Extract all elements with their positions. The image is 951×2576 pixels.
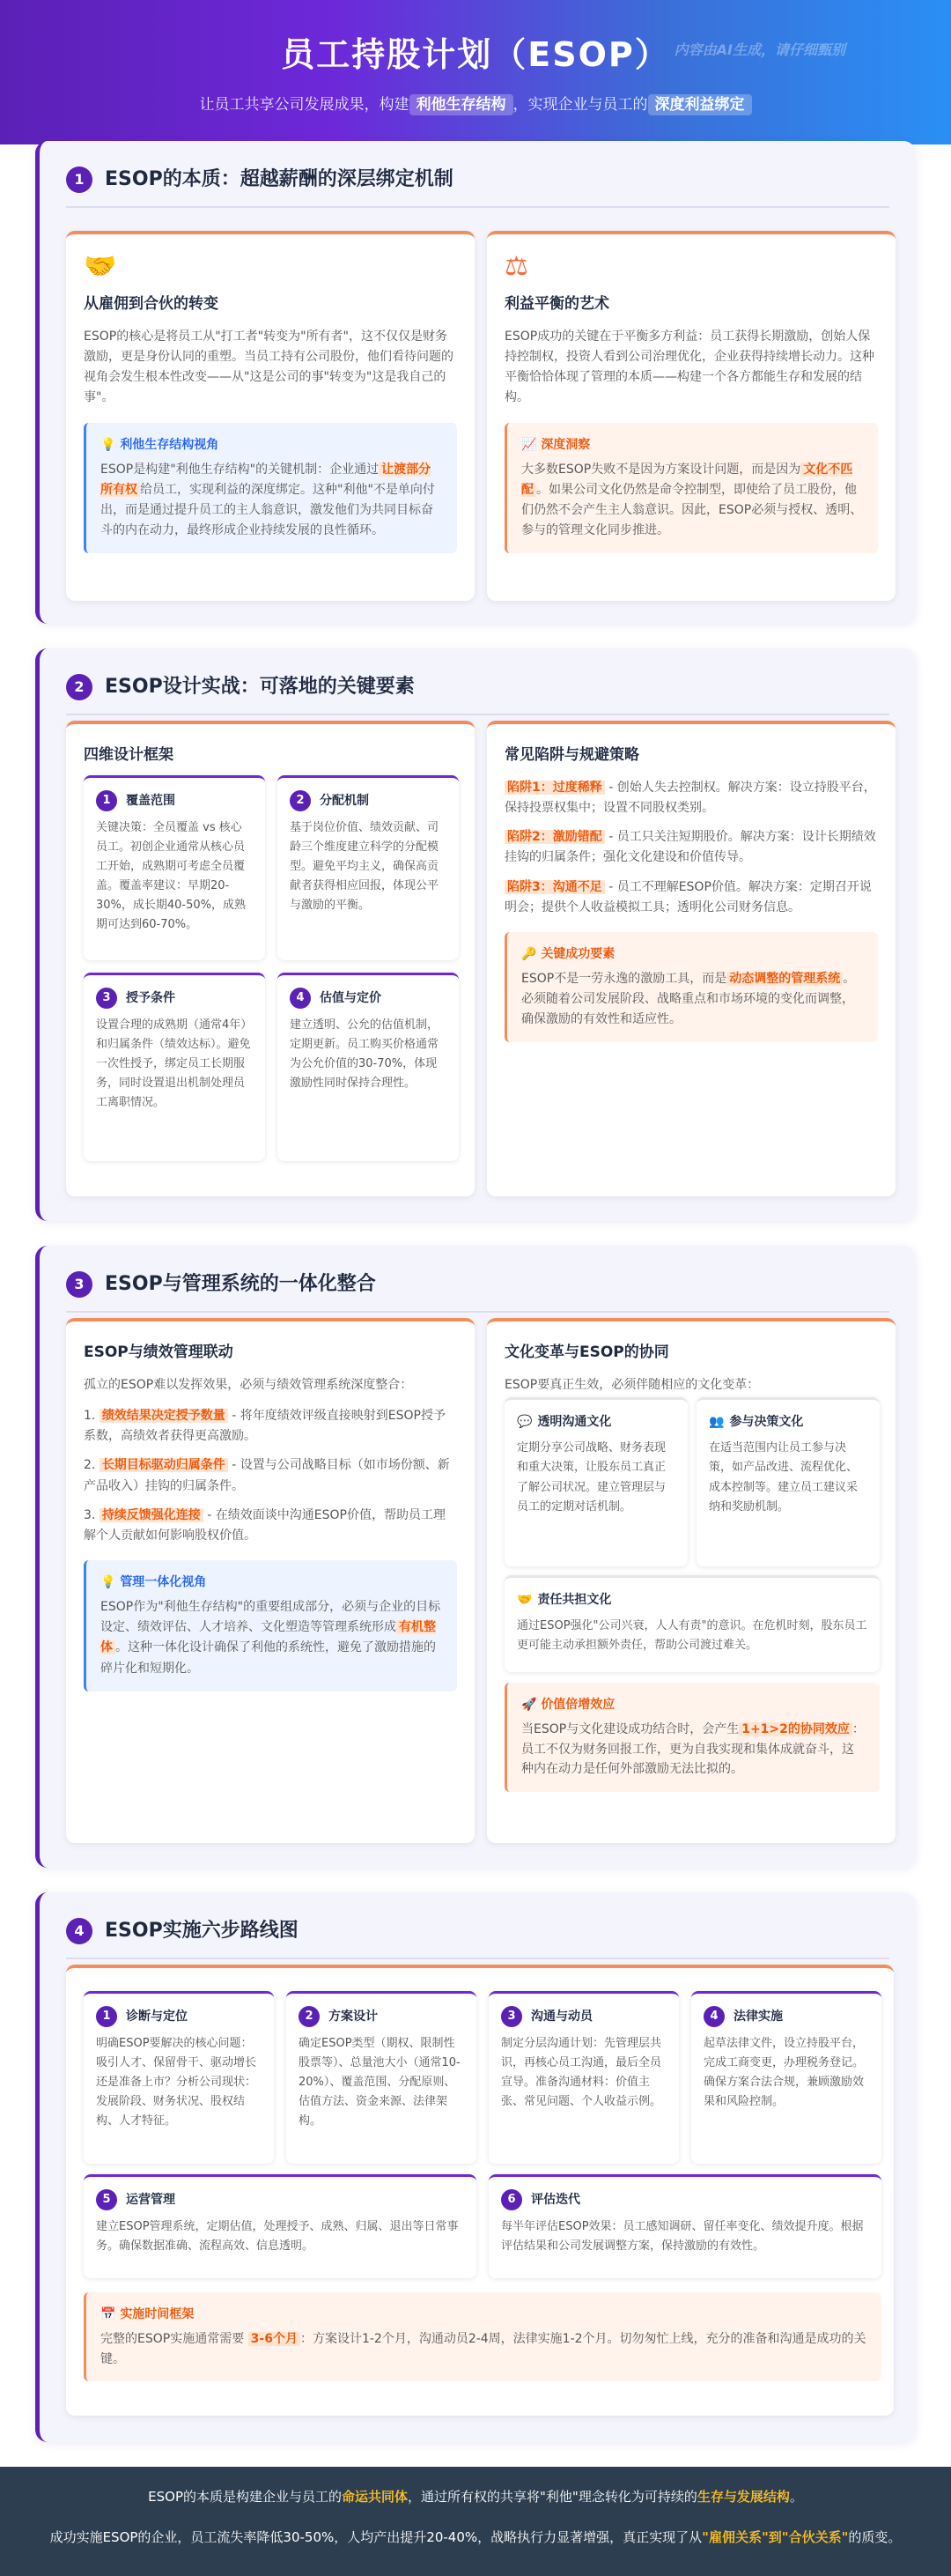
dim-text: 基于岗位价值、绩效贡献、司龄三个维度建立科学的分配模型。避免平均主义，确保高贡献者获得相应回报，体现公平与激励的平衡。 xyxy=(290,821,439,913)
step-card xyxy=(691,1991,881,2164)
page-subtitle xyxy=(0,93,951,117)
insight-note xyxy=(505,423,878,554)
step-card xyxy=(84,2174,476,2278)
card-title: ESOP与绩效管理联动 xyxy=(84,1344,233,1361)
section-title: ESOP与管理系统的一体化整合 xyxy=(105,1273,376,1295)
card-title: 利益平衡的艺术 xyxy=(505,295,609,313)
card-intro: ESOP要真正生效，必须伴随相应的文化变革： xyxy=(505,1378,760,1393)
section-number: 3 xyxy=(66,1271,92,1298)
note-text: 大多数ESOP失败不是因为方案设计问题，而是因为 文化不匹配 。如果公司文化仍然是命令控制型，即使给了员工股份，他们仍然不会产生主人翁意识。因此，ESOP必须与授权、透明、参与的管理文化同步推进。 xyxy=(521,462,863,538)
step-text: 制定分层沟通计划：先管理层共识，再核心员工沟通，最后全员宣导。准备沟通材料：价值主张、常见问题、个人收益示例。 xyxy=(501,2037,662,2109)
culture-card xyxy=(505,1397,688,1566)
balance-scale-icon: ⚖ xyxy=(505,251,528,282)
divider xyxy=(66,1311,889,1313)
culture-text: 定期分享公司战略、财务表现和重大决策，让股东员工真正了解公司状况。建立管理层与员工的定期对话机制。 xyxy=(517,1441,667,1514)
trap-item: 陷阱1：过度稀释 - 创始人失去控制权。解决方案：设立持股平台，保持投票权集中；设置不同股权类别。 xyxy=(505,781,876,816)
step-number: 2 xyxy=(299,2006,320,2027)
insight-note xyxy=(84,423,457,554)
dim-title: 估值与定价 xyxy=(320,990,381,1005)
section-title: ESOP实施六步路线图 xyxy=(105,1920,299,1942)
step-card xyxy=(489,1991,679,2164)
culture-title: 透明沟通文化 xyxy=(537,1415,612,1429)
step-text: 每半年评估ESOP效果：员工感知调研、留任率变化、绩效提升度。根据评估结果和公司发展调整方案，保持激励的有效性。 xyxy=(501,2220,864,2254)
footer-line-2: 成功实施ESOP的企业，员工流失率降低30-50%，人均产出提升20-40%，战略执行力显著增强，真正实现了从"雇佣关系"到"合伙关系"的质变。 xyxy=(49,2528,902,2545)
note-text: 完整的ESOP实施通常需要 3-6个月 ：方案设计1-2个月，沟通动员2-4周，法律实施1-2个月。切勿匆忙上线，充分的准备和沟通是成功的关键。 xyxy=(100,2332,866,2366)
footer-line-1: ESOP的本质是构建企业与员工的命运共同体，通过所有权的共享将"利他"理念转化为可持续的生存与发展结构。 xyxy=(148,2489,803,2505)
divider xyxy=(66,714,889,715)
dim-text: 关键决策：全员覆盖 vs 核心员工。初创企业通常从核心员工开始，成熟期可考虑全员覆盖。覆盖率建议：早期20-30%，成长期40-50%，成熟期可达到60-70%。 xyxy=(96,821,247,932)
footer-highlight: 命运共同体 xyxy=(342,2489,409,2505)
chart-icon: 📈 xyxy=(521,437,537,452)
list-item: 1. 绩效结果决定授予数量 - 将年度绩效评级直接映射到ESOP授予系数，高绩效者获得更高激励。 xyxy=(84,1409,446,1444)
footer-highlight: 生存与发展结构 xyxy=(697,2489,790,2505)
success-note xyxy=(505,932,878,1043)
note-title xyxy=(521,435,864,455)
handshake-icon: 🤝 xyxy=(517,1593,533,1607)
note-highlight: 动态调整的管理系统 xyxy=(726,972,843,986)
card-balance xyxy=(487,231,896,601)
dim-text: 建立透明、公允的估值机制，定期更新。员工购买价格通常为公允价值的30-70%，体现激励性同时保持合理性。 xyxy=(290,1018,439,1091)
note-highlight: 有机整体 xyxy=(100,1620,436,1655)
note-title xyxy=(521,1695,866,1714)
dimension-card xyxy=(277,775,459,960)
users-icon: 👥 xyxy=(709,1415,725,1429)
section-title: ESOP设计实战：可落地的关键要素 xyxy=(105,676,415,698)
step-number: 6 xyxy=(501,2189,522,2210)
note-title xyxy=(521,944,864,964)
trap-item: 陷阱3：沟通不足 - 员工不理解ESOP价值。解决方案：定期召开说明会；提供个人收益模拟工具；透明化公司财务信息。 xyxy=(505,879,872,914)
note-title xyxy=(100,435,443,455)
section-2 xyxy=(35,648,916,1221)
divider xyxy=(66,206,889,208)
dim-number: 2 xyxy=(290,790,311,811)
dim-title: 覆盖范围 xyxy=(126,793,175,808)
note-highlight: 文化不匹配 xyxy=(521,462,853,498)
step-text: 起草法律文件，设立持股平台，完成工商变更，办理税务登记。确保方案合法合规，兼顾激励效果和风险控制。 xyxy=(704,2037,865,2109)
timeline-note xyxy=(84,2292,881,2381)
culture-card xyxy=(505,1575,880,1672)
dim-title: 分配机制 xyxy=(320,793,369,808)
dimension-card xyxy=(84,775,265,960)
lightbulb-icon: 💡 xyxy=(100,1574,116,1589)
footer-highlight: "雇佣关系"到"合伙关系" xyxy=(702,2528,849,2545)
step-title: 沟通与动员 xyxy=(531,2009,593,2024)
step-card xyxy=(286,1991,476,2164)
note-highlight: 1+1>2的协同效应 xyxy=(739,1722,852,1736)
note-title-text: 深度洞察 xyxy=(541,437,591,452)
section-4 xyxy=(35,1892,916,2442)
note-title-text: 价值倍增效应 xyxy=(541,1698,616,1712)
card-text: ESOP的核心是将员工从"打工者"转变为"所有者"，这不仅仅是财务激励，更是身份认同的重塑。当员工持有公司股份，他们看待问题的视角会发生根本性改变——从"这是公司的事"转变为"这是我自己的事"。 xyxy=(84,329,453,405)
note-title xyxy=(100,1573,443,1592)
note-title-text: 管理一体化视角 xyxy=(120,1574,207,1589)
dimension-card xyxy=(277,973,459,1161)
page-title: 员工持股计划（ESOP） xyxy=(281,35,670,74)
calendar-icon: 📅 xyxy=(100,2307,116,2321)
section-number: 2 xyxy=(66,674,92,700)
list-item: 2. 长期目标驱动归属条件 - 设置与公司战略目标（如市场份额、新产品收入）挂钩的归属条件。 xyxy=(84,1458,450,1493)
step-text: 明确ESOP要解决的核心问题：吸引人才、保留骨干、驱动增长还是准备上市？分析公司现状：发展阶段、财务状况、股权结构、人才特征。 xyxy=(96,2037,257,2128)
note-title-text: 关键成功要素 xyxy=(541,946,616,961)
section-number: 1 xyxy=(66,167,92,193)
step-number: 3 xyxy=(501,2006,522,2027)
note-text: ESOP作为"利他生存结构"的重要组成部分，必须与企业的目标设定、绩效评估、人才培养、文化塑造等管理系统形成 有机整体 。这种一体化设计确保了利他的系统性，避免了激励措施的碎片化和短期化。 xyxy=(100,1600,441,1676)
step-number: 4 xyxy=(704,2006,725,2027)
section-1 xyxy=(35,141,916,624)
subtitle-text: 让员工共享公司发展成果，构建 xyxy=(199,95,409,114)
subtitle-highlight: 深度利益绑定 xyxy=(648,94,752,115)
step-card xyxy=(489,2174,881,2278)
handshake-icon: 🤝 xyxy=(84,251,117,282)
step-title: 运营管理 xyxy=(126,2192,175,2207)
step-card xyxy=(84,1991,274,2164)
culture-card xyxy=(697,1397,880,1566)
card-text: ESOP成功的关键在于平衡多方利益：员工获得长期激励，创始人保持控制权，投资人看到公司治理优化，企业获得持续增长动力。这种平衡恰恰体现了管理的本质——构建一个各方都能生存和发展的结构。 xyxy=(505,329,874,405)
note-text: ESOP是构建"利他生存结构"的关键机制：企业通过 让渡部分所有权 给员工，实现利益的深度绑定。这种"利他"不是单向付出，而是通过提升员工的主人翁意识，激发他们为共同目标奋斗的内在动力，最终形成企业持续发展的良性循环。 xyxy=(100,462,435,538)
chat-icon: 💬 xyxy=(517,1415,533,1429)
step-text: 确定ESOP类型（期权、限制性股票等）、总量池大小（通常10-20%）、覆盖范围、分配原则、估值方法、资金来源、法律架构。 xyxy=(299,2037,461,2128)
card-title: 常见陷阱与规避策略 xyxy=(505,746,639,764)
step-number: 5 xyxy=(96,2189,117,2210)
note-highlight: 让渡部分所有权 xyxy=(100,462,431,498)
culture-title: 责任共担文化 xyxy=(537,1593,612,1607)
note-title-text: 实施时间框架 xyxy=(120,2307,195,2321)
step-title: 诊断与定位 xyxy=(126,2009,188,2024)
lightbulb-icon: 💡 xyxy=(100,437,116,452)
culture-text: 通过ESOP强化"公司兴衰，人人有责"的意识。在危机时刻，股东员工更可能主动承担额外责任，帮助公司渡过难关。 xyxy=(517,1619,867,1653)
dim-text: 设置合理的成熟期（通常4年）和归属条件（绩效达标）。避免一次性授予，绑定员工长期服务，同时设置退出机制处理员工离职情况。 xyxy=(96,1018,253,1110)
hero-header xyxy=(0,0,951,144)
section-number: 4 xyxy=(66,1918,92,1944)
section-3 xyxy=(35,1246,916,1868)
footer-summary xyxy=(0,2467,951,2576)
step-text: 建立ESOP管理系统，定期估值，处理授予、成熟、归属、退出等日常事务。确保数据准确、流程高效、信息透明。 xyxy=(96,2220,459,2254)
culture-text: 在适当范围内让员工参与决策，如产品改进、流程优化、成本控制等。建立员工建议采纳和奖励机制。 xyxy=(709,1441,859,1514)
subtitle-highlight: 利他生存结构 xyxy=(409,94,513,115)
card-transition xyxy=(66,231,475,601)
card-intro: 孤立的ESOP难以发挥效果，必须与绩效管理系统深度整合： xyxy=(84,1378,413,1393)
value-note xyxy=(505,1683,880,1792)
subtitle-text: ，实现企业与员工的 xyxy=(512,95,648,114)
note-text: 当ESOP与文化建设成功结合时，会产生 1+1>2的协同效应 ：员工不仅为财务回报工作，更为自我实现和集体成就奋斗，这种内在动力是任何外部激励无法比拟的。 xyxy=(521,1722,865,1777)
integration-note xyxy=(84,1560,457,1691)
note-highlight: 3-6个月 xyxy=(248,2332,300,2346)
step-title: 方案设计 xyxy=(328,2009,378,2024)
step-title: 评估迭代 xyxy=(531,2192,580,2207)
section-title: ESOP的本质：超越薪酬的深层绑定机制 xyxy=(105,168,453,190)
dim-title: 授予条件 xyxy=(126,990,175,1005)
dim-number: 4 xyxy=(290,988,311,1009)
rocket-icon: 🚀 xyxy=(521,1698,537,1712)
note-title-text: 利他生存结构视角 xyxy=(120,437,219,452)
dimension-card xyxy=(84,973,265,1161)
trap-item: 陷阱2：激励错配 - 员工只关注短期股价。解决方案：设计长期绩效挂钩的归属条件；强化文化建设和价值传导。 xyxy=(505,830,876,865)
dim-number: 3 xyxy=(96,988,117,1009)
culture-title: 参与决策文化 xyxy=(729,1415,804,1429)
list-item: 3. 持续反馈强化连接 - 在绩效面谈中沟通ESOP价值，帮助员工理解个人贡献如何影响股权价值。 xyxy=(84,1507,446,1543)
dim-number: 1 xyxy=(96,790,117,811)
note-text: ESOP不是一劳永逸的激励工具，而是 动态调整的管理系统 。必须随着公司发展阶段、战略重点和市场环境的变化而调整，确保激励的有效性和适应性。 xyxy=(521,972,856,1027)
card-title: 文化变革与ESOP的协同 xyxy=(505,1344,669,1361)
card-title: 从雇佣到合伙的转变 xyxy=(84,295,218,313)
ai-watermark: 内容由AI生成，请仔细甄别 xyxy=(674,41,845,58)
step-number: 1 xyxy=(96,2006,117,2027)
key-icon: 🔑 xyxy=(521,946,537,961)
card-performance xyxy=(66,1318,475,1843)
note-title xyxy=(100,2305,867,2324)
card-traps xyxy=(487,721,896,1196)
step-title: 法律实施 xyxy=(734,2009,783,2024)
divider xyxy=(66,1958,889,1959)
card-title: 四维设计框架 xyxy=(84,746,173,764)
